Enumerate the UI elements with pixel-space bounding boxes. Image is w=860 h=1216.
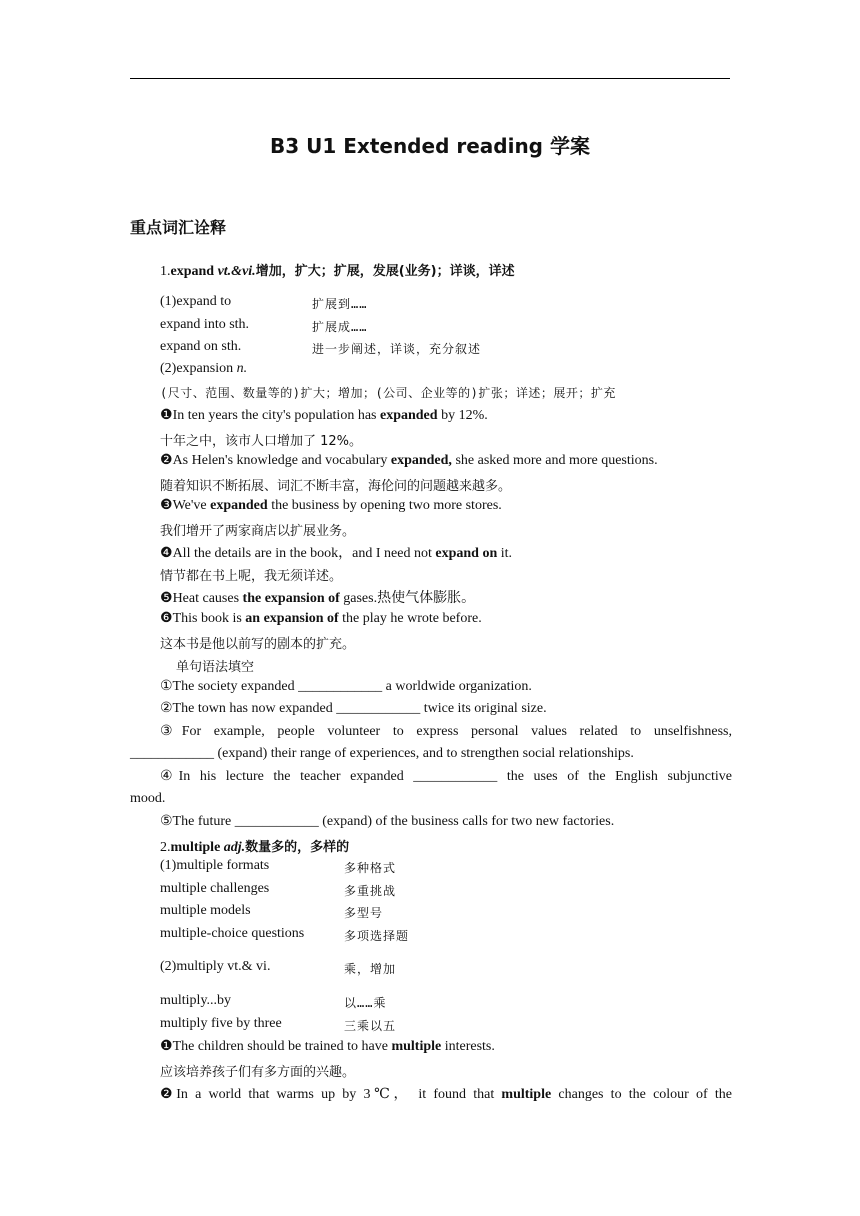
exercise-item: ①The society expanded ____________ a worldwide organization. — [160, 679, 532, 694]
example-sentence: ❸We've expanded the business by opening two more stores. — [160, 498, 502, 513]
header-rule — [130, 78, 730, 79]
example-sentence: ❶In ten years the city's population has expanded by 12%. — [160, 408, 488, 423]
exercise-item: ③For example, people volunteer to express personal values related to unselfishness, — [160, 724, 732, 739]
phrase-cn: 乘，增加 — [344, 962, 397, 976]
noun-form: (2)expansion n. — [160, 361, 248, 376]
example-sentence: ❷As Helen's knowledge and vocabulary expanded, she asked more and more questions. — [160, 453, 658, 468]
exercise-item: ④In his lecture the teacher expanded ____________ the uses of the English subjunctive — [160, 769, 732, 784]
example-sentence: ❶The children should be trained to have multiple interests. — [160, 1039, 495, 1054]
phrase-cn: 以……乘 — [344, 996, 387, 1010]
example-translation: 十年之中，该市人口增加了 12%。 — [160, 434, 363, 449]
page-title: B3 U1 Extended reading 学案 — [270, 134, 590, 158]
example-translation: 这本书是他以前写的剧本的扩充。 — [160, 637, 356, 652]
entry-multiple-headword: 2.multiple adj.数量多的，多样的 — [160, 840, 350, 855]
phrase-cn: 进一步阐述，详谈，充分叙述 — [312, 342, 482, 356]
phrase-en: (2)multiply vt.& vi. — [160, 959, 271, 974]
example-sentence: ❷In a world that warms up by 3℃， it found that multiple changes to the colour of the — [160, 1087, 732, 1102]
example-sentence: ❺Heat causes the expansion of gases.热使气体膨胀。 — [160, 591, 476, 606]
phrase-en: multiple models — [160, 903, 251, 918]
phrase-en: (1)multiple formats — [160, 858, 270, 873]
phrase-en: multiple challenges — [160, 881, 270, 896]
example-translation: 应该培养孩子们有多方面的兴趣。 — [160, 1065, 356, 1080]
phrase-en: multiple-choice questions — [160, 926, 305, 941]
phrase-en: multiply five by three — [160, 1016, 282, 1031]
phrase-cn: 扩展到…… — [312, 297, 368, 311]
example-translation: 情节都在书上呢，我无须详述。 — [160, 569, 343, 584]
phrase-cn: 三乘以五 — [344, 1019, 397, 1033]
exercise-item: ②The town has now expanded ____________ twice its original size. — [160, 701, 547, 716]
exercise-title: 单句语法填空 — [176, 660, 255, 675]
phrase-en: (1)expand to — [160, 294, 232, 309]
example-sentence: ❹All the details are in the book，and I need not expand on it. — [160, 546, 513, 561]
entry-expand-headword: 1.expand vt.&vi.增加，扩大；扩展，发展(业务)；详谈，详述 — [160, 264, 515, 279]
exercise-item-continued: mood. — [130, 791, 166, 806]
exercise-item: ⑤The future ____________ (expand) of the business calls for two new factories. — [160, 814, 615, 829]
phrase-en: multiply...by — [160, 993, 232, 1008]
phrase-en: expand into sth. — [160, 317, 250, 332]
section-heading: 重点词汇诠释 — [130, 218, 227, 237]
phrase-cn: 多重挑战 — [344, 884, 397, 898]
exercise-item-continued: ____________ (expand) their range of experiences, and to strengthen social relationships. — [130, 746, 634, 761]
phrase-cn: 扩展成…… — [312, 320, 368, 334]
example-translation: 随着知识不断拓展、词汇不断丰富，海伦问的问题越来越多。 — [160, 479, 512, 494]
example-translation: 我们增开了两家商店以扩展业务。 — [160, 524, 356, 539]
example-sentence: ❻This book is an expansion of the play he wrote before. — [160, 611, 482, 626]
phrase-cn: 多型号 — [344, 906, 384, 920]
phrase-cn: 多项选择题 — [344, 929, 410, 943]
phrase-en: expand on sth. — [160, 339, 242, 354]
noun-definition: (尺寸、范围、数量等的)扩大；增加；(公司、企业等的)扩张；详述；展开；扩充 — [160, 386, 616, 400]
phrase-cn: 多种格式 — [344, 861, 397, 875]
